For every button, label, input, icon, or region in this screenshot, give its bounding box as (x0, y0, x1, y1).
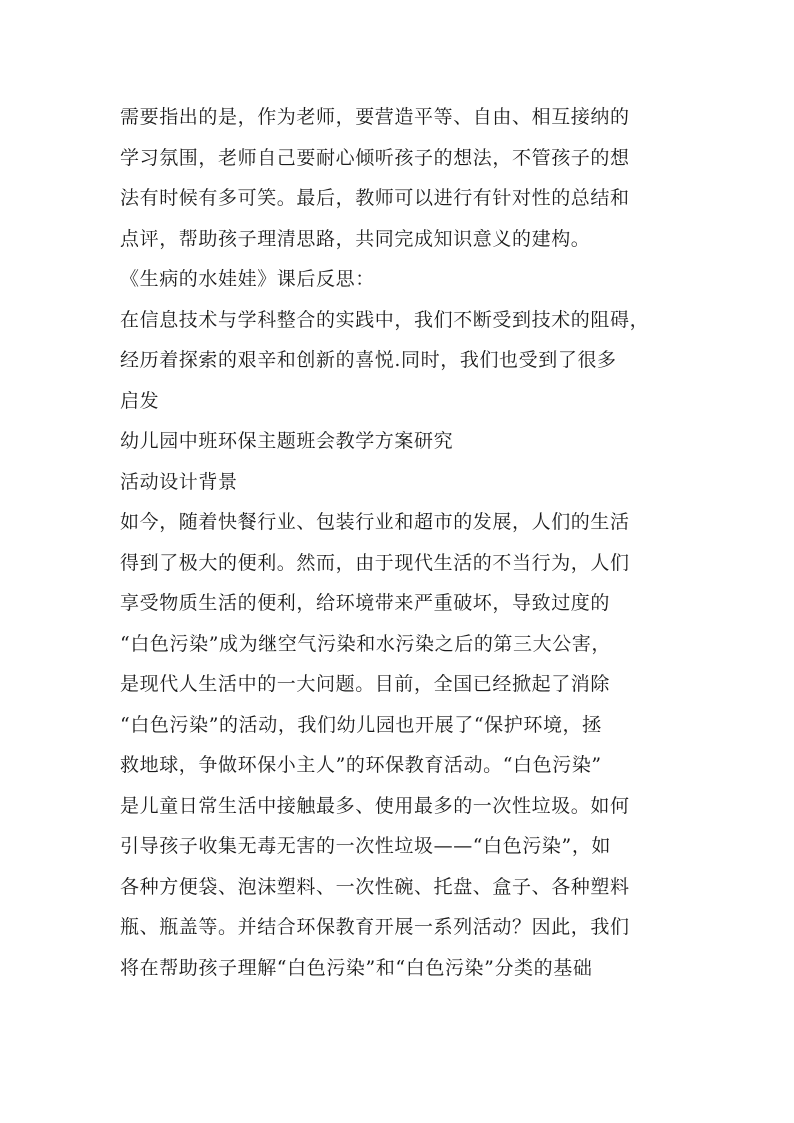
paragraph-line: 享受物质生活的便利，给环境带来严重破坏，导致过度的 (120, 592, 611, 614)
paragraph-line: 得到了极大的便利。然而，由于现代生活的不当行为，人们 (120, 551, 630, 574)
paragraph-line: 各种方便袋、泡沫塑料、一次性碗、托盘、盒子、各种塑料 (120, 875, 630, 898)
paragraph-line: “白色污染”的活动，我们幼儿园也开展了“保护环境，拯 (120, 713, 602, 736)
paragraph-line: “白色污染”成为继空气污染和水污染之后的第三大公害， (120, 632, 612, 655)
paragraph-line: 救地球，争做环保小主人”的环保教育活动。“白色污染” (120, 754, 602, 776)
paragraph-line: 启发 (120, 389, 160, 412)
document-body (120, 97, 676, 988)
paragraph-line: 需要指出的是，作为老师，要营造平等、自由、相互接纳的 (120, 106, 630, 128)
paragraph-line: 在信息技术与学科整合的实践中，我们不断受到技术的阻碍， (120, 308, 650, 331)
section-heading: 《生病的水娃娃》课后反思： (120, 268, 375, 290)
paragraph-line: 如今，随着快餐行业、包装行业和超市的发展，人们的生活 (120, 511, 630, 533)
paragraph-line: 引导孩子收集无毒无害的一次性垃圾——“白色污染”，如 (120, 835, 612, 857)
paragraph-line: 是儿童日常生活中接触最多、使用最多的一次性垃圾。如何 (120, 794, 630, 817)
paragraph-line: 法有时候有多可笑。最后，教师可以进行有针对性的总结和 (120, 187, 630, 209)
paragraph-line: 经历着探索的艰辛和创新的喜悦.同时，我们也受到了很多 (120, 349, 617, 371)
paragraph-line: 学习氛围，老师自己要耐心倾听孩子的想法，不管孩子的想 (120, 146, 630, 169)
section-heading: 活动设计背景 (120, 470, 238, 493)
paragraph-line: 点评，帮助孩子理清思路，共同完成知识意义的建构。 (120, 227, 591, 250)
document-title: 幼儿园中班环保主题班会教学方案研究 (120, 430, 454, 452)
paragraph-line: 将在帮助孩子理解“白色污染”和“白色污染”分类的基础 (120, 956, 593, 979)
paragraph-line: 瓶、瓶盖等。并结合环保教育开展一系列活动？因此，我们 (120, 916, 630, 938)
paragraph-line: 是现代人生活中的一大问题。目前，全国已经掀起了消除 (120, 673, 611, 695)
